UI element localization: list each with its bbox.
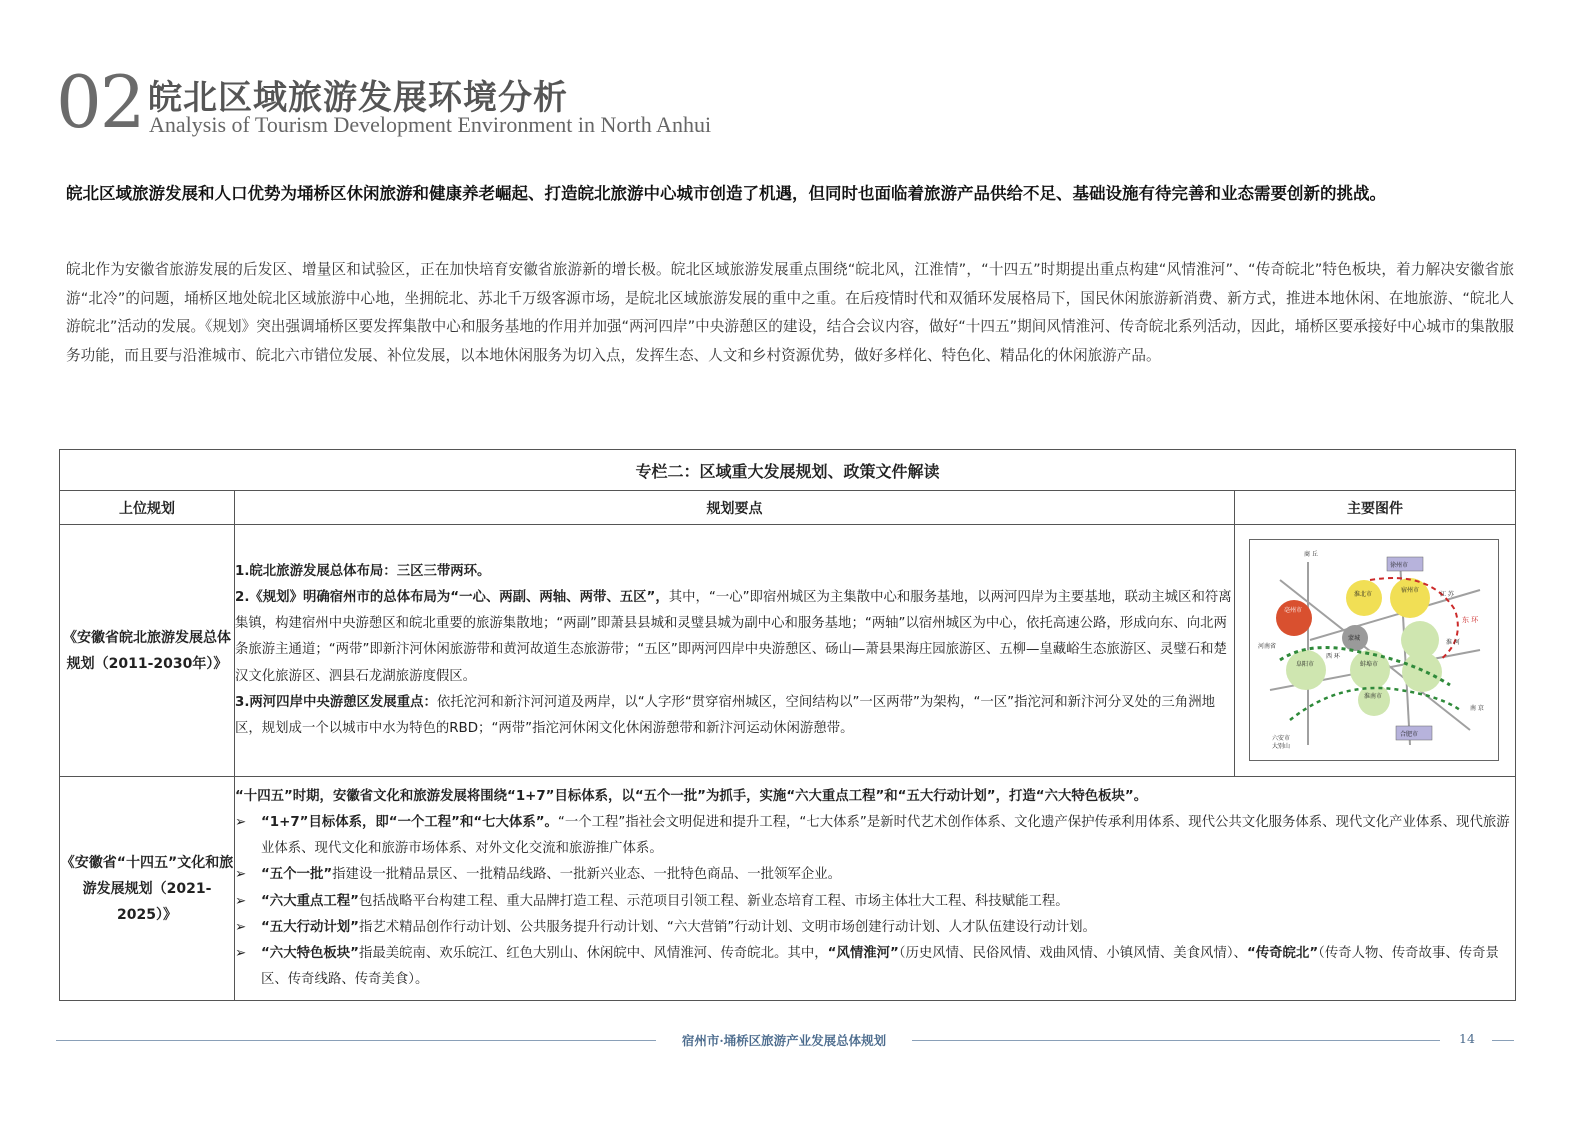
layout-map-svg <box>1250 540 1498 760</box>
list-item: ➢ “五大行动计划”指艺术精品创作行动计划、公共服务提升行动计划、“六大营销”行动计划、文明市场创建行动计划、人才队伍建设行动计划。 <box>235 919 1096 935</box>
intro: “十四五”时期，安徽省文化和旅游发展将围绕“1+7”目标体系，以“五个一批”为抓手，实施“六大重点工程”和“五大行动计划”，打造“六大特色板块”。 <box>235 788 1148 804</box>
section-title: 皖北区域旅游发展环境分析 <box>148 78 568 118</box>
label-dabieshan: 大别山 <box>1272 743 1291 750</box>
label-jiangsu: 江 苏 <box>1440 591 1454 598</box>
table-row <box>60 525 1516 777</box>
body-paragraph: 皖北作为安徽省旅游发展的后发区、增量区和试验区，正在加快培育安徽省旅游新的增长极。皖北区域旅游发展重点围绕“皖北风，江淮情”，“十四五”时期提出重点构建“风情淮河”、“传奇皖北”特色板块，着力解决安徽省旅游“北冷”的问题，埇桥区地处皖北区域旅游中心地，坐拥皖北、苏北千万级客源市场，是皖北区域旅游发展的重中之重。在后疫情时代和双循环发展格局下，国民休闲旅游新消费、新方式，推进本地休闲、在地旅游、“皖北人游皖北”活动的发展。《规划》突出强调埇桥区要发挥集散中心和服务基地的作用并加强“两河四岸”中央游憩区的建设，结合会议内容，做好“十四五”期间风情淮河、传奇皖北系列活动，因此，埇桥区要承接好中心城市的集散服务功能，而且要与沿淮城市、皖北六市错位发展、补位发展，以本地休闲服务为切入点，发挥生态、人文和乡村资源优势，做好多样化、特色化、精品化的休闲旅游产品。 <box>66 261 1514 364</box>
region-fengyang <box>1402 652 1442 692</box>
label-huainan: 淮南市 <box>1364 693 1383 700</box>
label-west-ring: 西 环 <box>1326 653 1340 660</box>
label-liuan: 六安市 <box>1272 735 1291 742</box>
label-bengbu: 蚌埠市 <box>1360 661 1379 668</box>
label-huaihe: 淮 河 <box>1446 639 1460 646</box>
header-plan: 上位规划 <box>60 491 235 525</box>
plan-points <box>235 777 1516 1001</box>
lead-paragraph: 皖北区域旅游发展和人口优势为埇桥区休闲旅游和健康养老崛起、打造皖北旅游中心城市创造了机遇，但同时也面临着旅游产品供给不足、基础设施有待完善和业态需要创新的挑战。 <box>66 184 1386 203</box>
plan-name: 《安徽省皖北旅游发展总体规划（2011-2030年）》 <box>60 525 235 777</box>
section-subtitle-en: Analysis of Tourism Development Environment in North Anhui <box>149 112 712 137</box>
page-number: 14 <box>1459 1031 1475 1046</box>
policy-table <box>59 449 1516 1001</box>
footer-rule-left <box>56 1040 656 1041</box>
header-figures: 主要图件 <box>1235 491 1516 525</box>
table-row <box>60 777 1516 1001</box>
point-1: 1.皖北旅游发展总体布局：三区三带两环。 <box>235 563 491 579</box>
footer-rule-right <box>912 1040 1440 1041</box>
section-header <box>56 62 816 144</box>
point-3-text: 依托沱河和新汴河河道及两岸，以“人字形“贯穿宿州城区，空间结构以”一区两带”为架构，“一区”指沱河和新汴河分叉处的三角洲地区，规划成一个以城市中水为特色的RBD；“两带”指沱河休闲文化休闲游憩带和新汴河运动休闲游憩带。 <box>235 694 1215 736</box>
region-huaibei <box>1346 580 1382 616</box>
region-fuyang <box>1286 650 1326 690</box>
label-hefei: 合肥市 <box>1400 731 1419 738</box>
label-fuyang: 阜阳市 <box>1296 661 1315 668</box>
plan-name: 《安徽省“十四五”文化和旅游发展规划（2021-2025）》 <box>60 777 235 1001</box>
region-bozhou <box>1276 600 1312 636</box>
plan-figure-cell <box>1235 525 1516 777</box>
plan-points <box>235 525 1235 777</box>
point-2-bold: 2.《规划》明确宿州市的总体布局为“一心、两副、两轴、两带、五区”， <box>235 589 669 605</box>
label-shangqiu: 商 丘 <box>1304 551 1318 558</box>
label-nanjing: 南 京 <box>1470 705 1484 712</box>
table-caption: 专栏二：区域重大发展规划、政策文件解读 <box>60 450 1516 491</box>
label-henan: 河南省 <box>1258 643 1277 650</box>
header-points: 规划要点 <box>235 491 1235 525</box>
list-item: ➢ “五个一批”指建设一批精品景区、一批精品线路、一批新兴业态、一批特色商品、一批领军企业。 <box>235 867 842 883</box>
section-number: 02 <box>56 60 144 144</box>
list-item: ➢ “六大特色板块”指最美皖南、欢乐皖江、红色大别山、休闲皖中、风情淮河、传奇皖北。其中，“风情淮河”（历史风情、民俗风情、戏曲风情、小镇风情、美食风情）、“传奇皖北”（传奇人物、传奇故事、传奇景区、传奇线路、传奇美食）。 <box>235 945 1499 988</box>
footer-title: 宿州市·埇桥区旅游产业发展总体规划 <box>681 1033 887 1048</box>
label-xuzhou: 徐州市 <box>1390 562 1409 569</box>
label-huaibei: 淮北市 <box>1354 591 1373 598</box>
list-item: ➢ “1+7”目标体系，即“一个工程”和“七大体系”。“一个工程”指社会文明促进和提升工程，“七大体系”是新时代艺术创作体系、文化遗产保护传承利用体系、现代公共文化服务体系、现代文化产业体系、现代旅游业体系、现代文化和旅游市场体系、对外文化交流和旅游推广体系。 <box>235 814 1510 857</box>
list-item: ➢ “六大重点工程”包括战略平台构建工程、重大品牌打造工程、示范项目引领工程、新业态培育工程、市场主体壮大工程、科技赋能工程。 <box>235 893 1069 909</box>
label-suzhou: 宿州市 <box>1401 587 1420 594</box>
footer-rule-end <box>1492 1040 1514 1041</box>
point-2-text: 其中，“一心”即宿州城区为主集散中心和服务基地，以两河四岸为主要基地，联动主城区和符离集镇，构建宿州中央游憩区和皖北重要的旅游集散地；“两副”即萧县县城和灵璧县城为副中心和服务基地；“两轴”以宿州城区为中心，依托高速公路，形成向东、向北两条旅游主通道；“两带”即新汴河休闲旅游带和黄河故道生态旅游带；“五区”即两河四岸中央游憩区、砀山—萧县果海庄园旅游区、五柳—皇藏峪生态旅游区、灵璧石和楚汉文化旅游区、泗县石龙湖旅游度假区。 <box>235 589 1232 684</box>
label-east-ring: 东 环 <box>1462 616 1479 624</box>
label-mengcheng: 蒙城 <box>1348 635 1361 642</box>
layout-map <box>1249 539 1499 761</box>
point-3-bold: 3.两河四岸中央游憩区发展重点： <box>235 694 437 710</box>
label-bozhou: 亳州市 <box>1284 607 1303 614</box>
